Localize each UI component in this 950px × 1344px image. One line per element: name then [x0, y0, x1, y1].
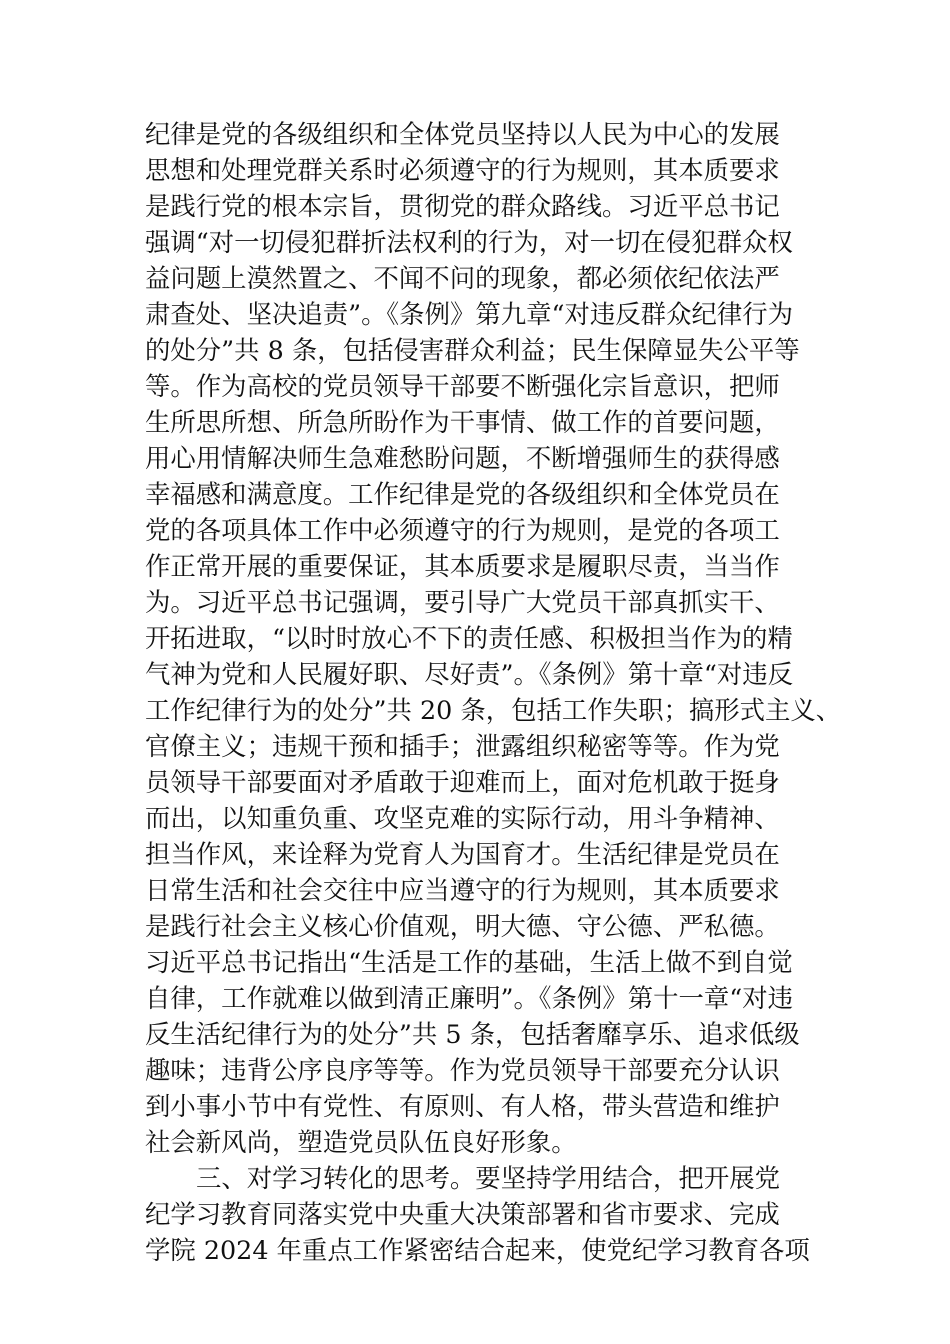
text-line: 习近平总书记指出“生活是工作的基础，生活上做不到自觉	[145, 947, 793, 977]
text-line: 是践行社会主义核心价值观，明大德、守公德、严私德。	[145, 911, 780, 941]
text-line: 到小事小节中有党性、有原则、有人格，带头营造和维护	[145, 1091, 780, 1121]
text-line: 思想和处理党群关系时必须遵守的行为规则，其本质要求	[145, 155, 780, 185]
paragraph-section-three	[145, 1160, 825, 1268]
text-line: 益问题上漠然置之、不闻不问的现象，都必须依纪依法严	[145, 263, 780, 293]
text-line: 自律，工作就难以做到清正廉明”。《条例》第十一章“对违	[145, 983, 794, 1013]
text-line: 社会新风尚，塑造党员队伍良好形象。	[145, 1127, 577, 1157]
text-line: 幸福感和满意度。工作纪律是党的各级组织和全体党员在	[145, 479, 780, 509]
text-line: 反生活纪律行为的处分”共 5 条，包括奢靡享乐、追求低级	[145, 1019, 800, 1049]
text-line: 趣味；违背公序良序等等。作为党员领导干部要充分认识	[145, 1055, 780, 1085]
text-line: 气神为党和人民履好职、尽好责”。《条例》第十章“对违反	[145, 659, 794, 689]
text-line: 的处分”共 8 条，包括侵害群众利益；民生保障显失公平等	[145, 335, 800, 365]
section-heading-line: 三、对学习转化的思考。要坚持学用结合，把开展党	[196, 1163, 780, 1193]
text-line: 而出，以知重负重、攻坚克难的实际行动，用斗争精神、	[145, 803, 780, 833]
text-line: 生所思所想、所急所盼作为干事情、做工作的首要问题，	[145, 407, 780, 437]
text-line: 作正常开展的重要保证，其本质要求是履职尽责，当当作	[145, 551, 780, 581]
text-line: 用心用情解决师生急难愁盼问题，不断增强师生的获得感	[145, 443, 780, 473]
text-line: 官僚主义；违规干预和插手；泄露组织秘密等等。作为党	[145, 731, 780, 761]
text-line: 为。习近平总书记强调，要引导广大党员干部真抓实干、	[145, 587, 780, 617]
text-line: 员领导干部要面对矛盾敢于迎难而上，面对危机敢于挺身	[145, 767, 780, 797]
text-line: 开拓进取，“以时时放心不下的责任感、积极担当作为的精	[145, 623, 793, 653]
text-line: 纪律是党的各级组织和全体党员坚持以人民为中心的发展	[145, 119, 780, 149]
text-line: 党的各项具体工作中必须遵守的行为规则，是党的各项工	[145, 515, 780, 545]
text-line: 等。作为高校的党员领导干部要不断强化宗旨意识，把师	[145, 371, 780, 401]
text-line: 强调“对一切侵犯群折法权利的行为，对一切在侵犯群众权	[145, 227, 793, 257]
text-line: 担当作风，来诠释为党育人为国育才。生活纪律是党员在	[145, 839, 780, 869]
text-line: 是践行党的根本宗旨，贯彻党的群众路线。习近平总书记	[145, 191, 780, 221]
text-line: 肃查处、坚决追责”。《条例》第九章“对违反群众纪律行为	[145, 299, 794, 329]
text-line: 纪学习教育同落实党中央重大决策部署和省市要求、完成	[145, 1199, 780, 1229]
paragraph-discipline-discussion	[145, 116, 842, 1160]
text-line: 工作纪律行为的处分”共 20 条，包括工作失职；搞形式主义、	[145, 695, 842, 725]
text-line: 日常生活和社会交往中应当遵守的行为规则，其本质要求	[145, 875, 780, 905]
document-page	[145, 116, 842, 1268]
text-line: 学院 2024 年重点工作紧密结合起来，使党纪学习教育各项	[145, 1235, 810, 1265]
